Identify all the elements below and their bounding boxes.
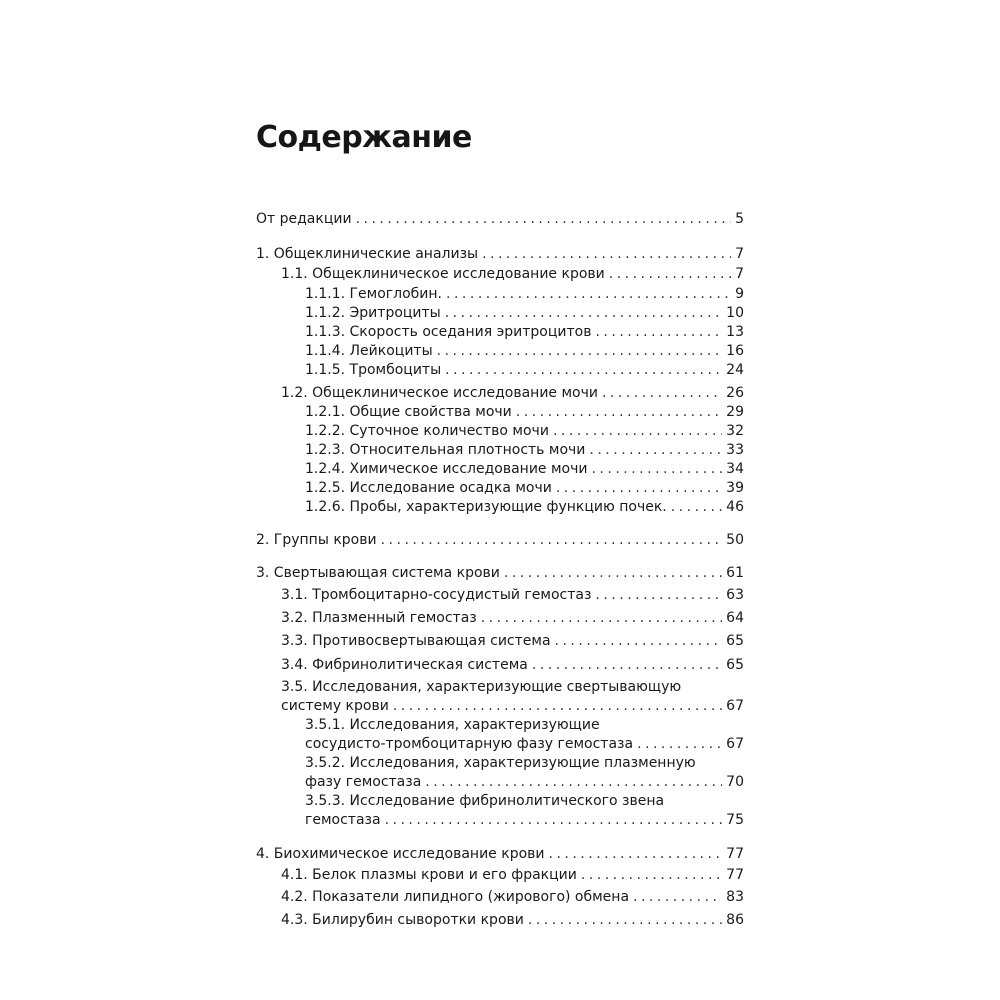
toc-entry-page: 67 — [726, 698, 744, 714]
leader-dots — [532, 656, 722, 674]
toc-entry-label: 4. Биохимическое исследование крови — [256, 846, 545, 862]
toc-entry-page: 50 — [726, 532, 744, 548]
leader-dots — [356, 210, 732, 228]
toc-entry-page: 83 — [726, 889, 744, 905]
toc-entry[interactable] — [305, 811, 744, 829]
leader-dots — [633, 888, 722, 906]
toc-entry[interactable] — [305, 735, 744, 753]
toc-entry-label: 1.2.2. Суточное количество мочи — [305, 423, 549, 439]
toc-entry-label: 1.1.3. Скорость оседания эритроцитов — [305, 324, 592, 340]
leader-dots — [549, 845, 723, 863]
toc-entry-first-line[interactable]: 3.5.1. Исследования, характеризующие — [305, 717, 600, 733]
toc-entry-page: 65 — [726, 657, 744, 673]
toc-entry-label: 4.2. Показатели липидного (жирового) обмена — [281, 889, 630, 905]
toc-entry-first-line[interactable]: 3.5.3. Исследование фибринолитического звена — [305, 793, 665, 809]
toc-entry-label: 1.2.4. Химическое исследование мочи — [305, 461, 588, 477]
leader-dots — [504, 564, 722, 582]
toc-entry-page: 75 — [726, 812, 744, 828]
toc-entry-page: 70 — [726, 774, 744, 790]
toc-entry-page: 64 — [726, 610, 744, 626]
toc-entry-label: гемостаза — [305, 812, 381, 828]
toc-entry[interactable] — [305, 403, 744, 421]
toc-entry[interactable] — [305, 441, 744, 459]
toc-entry[interactable] — [281, 632, 744, 650]
toc-entry[interactable] — [305, 479, 744, 497]
toc-entry-label: 1. Общеклинические анализы — [256, 246, 479, 262]
toc-entry[interactable] — [281, 656, 744, 674]
leader-dots — [555, 632, 723, 650]
leader-dots — [445, 361, 722, 379]
toc-entry-page: 7 — [735, 246, 744, 262]
toc-entry-first-line[interactable]: 3.5. Исследования, характеризующие свертывающую — [281, 679, 682, 695]
toc-entry[interactable] — [281, 609, 744, 627]
toc-entry-label: 1.2.3. Относительная плотность мочи — [305, 442, 586, 458]
toc-entry-page: 9 — [735, 286, 744, 302]
toc-entry-page: 77 — [726, 867, 744, 883]
toc-entry-page: 67 — [726, 736, 744, 752]
toc-entry-label: сосудисто-тромбоцитарную фазу гемостаза — [305, 736, 634, 752]
toc-entry[interactable] — [305, 342, 744, 360]
toc-entry-page: 33 — [726, 442, 744, 458]
toc-entry-label: От редакции — [256, 211, 352, 227]
leader-dots — [445, 304, 722, 322]
toc-entry-page: 77 — [726, 846, 744, 862]
toc-entry[interactable] — [281, 888, 744, 906]
toc-entry-page: 46 — [726, 499, 744, 515]
toc-entry[interactable] — [305, 361, 744, 379]
toc-entry-label: 1.1.5. Тромбоциты — [305, 362, 442, 378]
toc-entry-label: 1.2.6. Пробы, характеризующие функцию почек. — [305, 499, 667, 515]
toc-entry-label: фазу гемостаза — [305, 774, 422, 790]
toc-entry-page: 7 — [735, 266, 744, 282]
toc-entry-page: 24 — [726, 362, 744, 378]
toc-entry-label: 1.2. Общеклиническое исследование мочи — [281, 385, 598, 401]
leader-dots — [381, 531, 723, 549]
toc-entry-page: 86 — [726, 912, 744, 928]
toc-entry-label: 3.3. Противосвертывающая система — [281, 633, 551, 649]
toc-entry[interactable] — [305, 285, 744, 303]
leader-dots — [553, 422, 722, 440]
leader-dots — [528, 911, 722, 929]
toc-entry[interactable] — [305, 323, 744, 341]
leader-dots — [425, 773, 722, 791]
toc-entry[interactable] — [256, 531, 744, 549]
leader-dots — [446, 285, 731, 303]
leader-dots — [671, 498, 722, 516]
toc-entry-label: 3.1. Тромбоцитарно-сосудистый гемостаз — [281, 587, 592, 603]
toc-entry[interactable] — [256, 210, 744, 228]
leader-dots — [591, 460, 722, 478]
toc-entry-page: 26 — [726, 385, 744, 401]
toc-entry-page: 32 — [726, 423, 744, 439]
leader-dots — [595, 323, 722, 341]
toc-entry-label: 1.1.2. Эритроциты — [305, 305, 441, 321]
toc-entry-page: 61 — [726, 565, 744, 581]
toc-entry-label: 1.1. Общеклиническое исследование крови — [281, 266, 605, 282]
leader-dots — [393, 697, 722, 715]
toc-entry[interactable] — [305, 304, 744, 322]
toc-entry[interactable] — [305, 460, 744, 478]
toc-entry-page: 13 — [726, 324, 744, 340]
toc-entry-page: 39 — [726, 480, 744, 496]
toc-entry[interactable] — [281, 586, 744, 604]
toc-entry-label: 2. Группы крови — [256, 532, 377, 548]
toc-entry[interactable] — [281, 911, 744, 929]
leader-dots — [481, 609, 722, 627]
toc-entry[interactable] — [305, 773, 744, 791]
leader-dots — [556, 479, 722, 497]
toc-entry-label: 1.2.1. Общие свойства мочи — [305, 404, 512, 420]
toc-entry[interactable] — [281, 384, 744, 402]
leader-dots — [637, 735, 722, 753]
leader-dots — [516, 403, 722, 421]
toc-entry-page: 5 — [735, 211, 744, 227]
toc-entry[interactable] — [305, 422, 744, 440]
toc-entry-label: систему крови — [281, 698, 389, 714]
toc-entry-page: 63 — [726, 587, 744, 603]
leader-dots — [602, 384, 722, 402]
leader-dots — [437, 342, 723, 360]
leader-dots — [595, 586, 722, 604]
toc-entry-label: 4.1. Белок плазмы крови и его фракции — [281, 867, 577, 883]
leader-dots — [385, 811, 723, 829]
toc-entry-label: 1.1.4. Лейкоциты — [305, 343, 433, 359]
toc-entry[interactable] — [256, 564, 744, 582]
toc-entry-label: 4.3. Билирубин сыворотки крови — [281, 912, 524, 928]
toc-entry[interactable] — [256, 245, 744, 263]
toc-entry-page: 16 — [726, 343, 744, 359]
leader-dots — [482, 245, 731, 263]
toc-entry-label: 1.2.5. Исследование осадка мочи — [305, 480, 552, 496]
toc-entry-label: 1.1.1. Гемоглобин. — [305, 286, 443, 302]
toc-entry-page: 34 — [726, 461, 744, 477]
leader-dots — [609, 265, 731, 283]
toc-entry-page: 65 — [726, 633, 744, 649]
toc-entry-label: 3. Свертывающая система крови — [256, 565, 500, 581]
page-title: Содержание — [256, 120, 472, 155]
leader-dots — [589, 441, 722, 459]
toc-entry-label: 3.2. Плазменный гемостаз — [281, 610, 477, 626]
leader-dots — [581, 866, 722, 884]
toc-entry-label: 3.4. Фибринолитическая система — [281, 657, 528, 673]
toc-entry[interactable] — [281, 265, 744, 283]
toc-entry[interactable] — [281, 866, 744, 884]
toc-entry[interactable] — [256, 845, 744, 863]
toc-entry[interactable] — [281, 697, 744, 715]
toc-entry-first-line[interactable]: 3.5.2. Исследования, характеризующие плазменную — [305, 755, 696, 771]
toc-entry-page: 29 — [726, 404, 744, 420]
toc-entry[interactable] — [305, 498, 744, 516]
toc-entry-page: 10 — [726, 305, 744, 321]
